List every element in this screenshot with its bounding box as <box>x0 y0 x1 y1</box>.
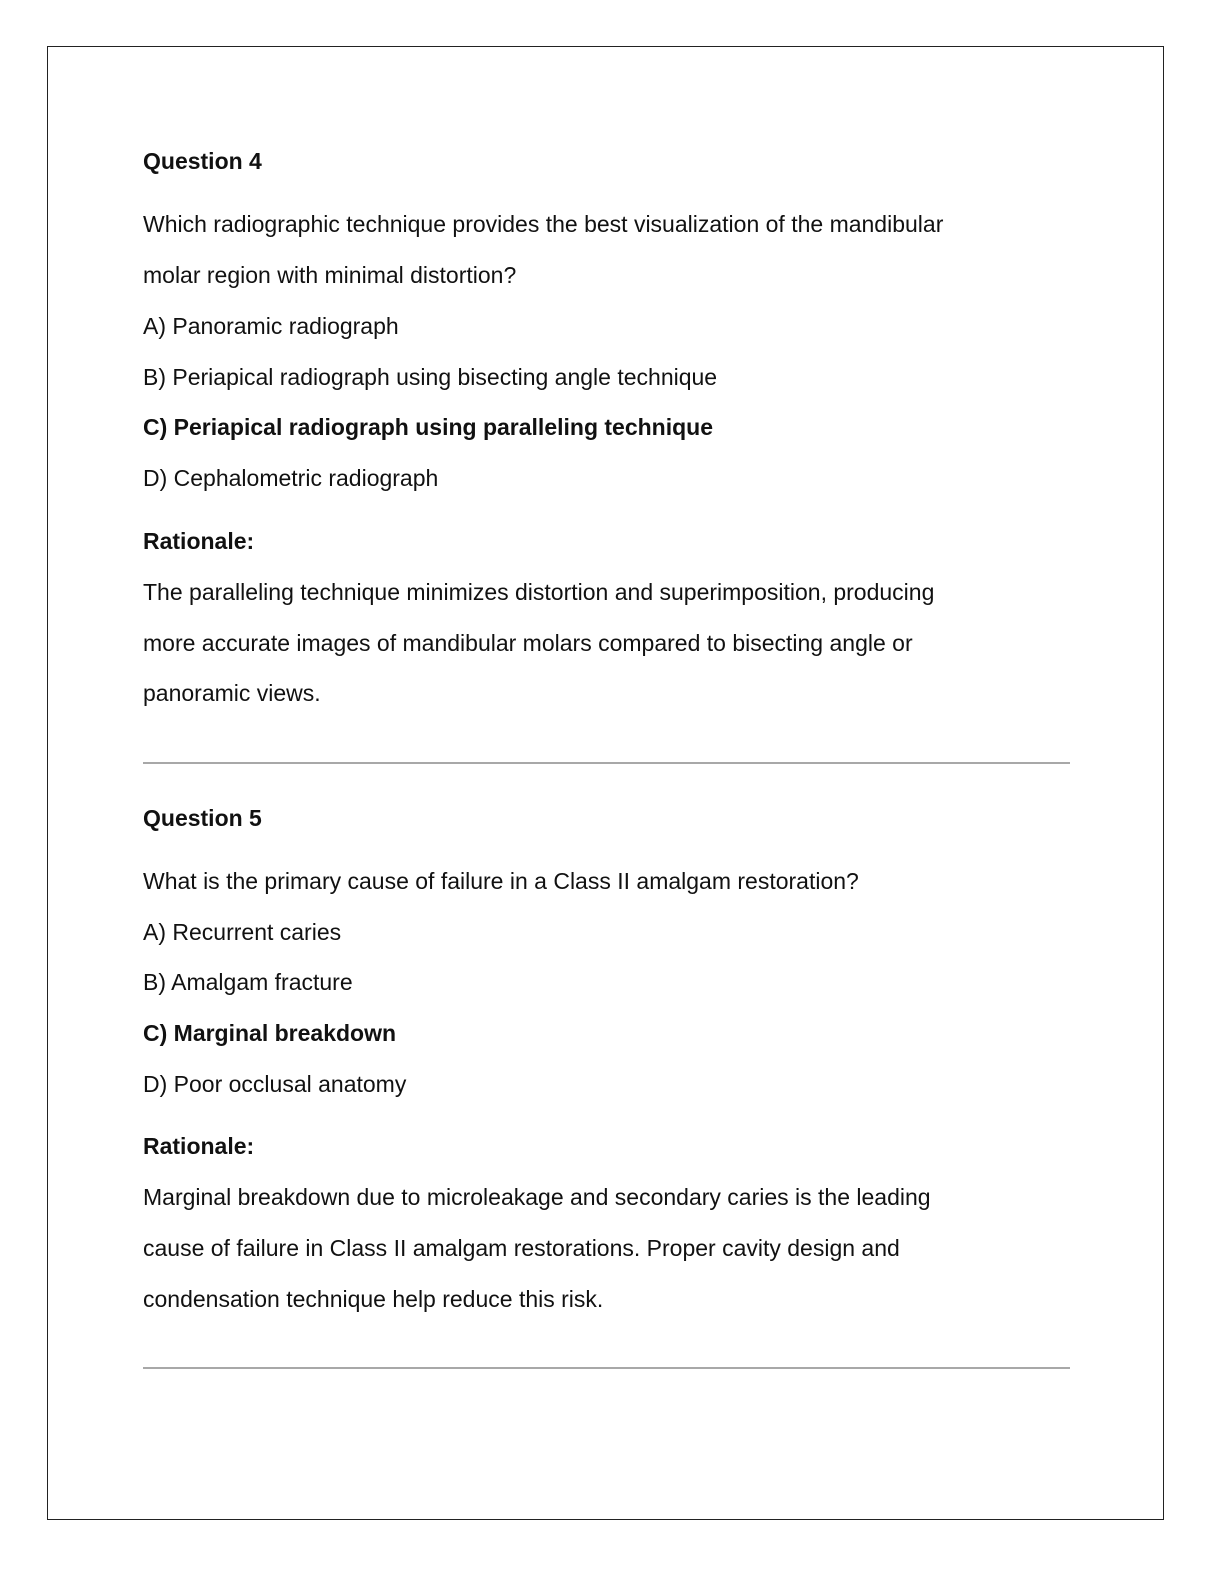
question-stem-line: What is the primary cause of failure in a Class II amalgam restoration? <box>143 868 859 894</box>
rationale-line: condensation technique help reduce this risk. <box>143 1286 604 1312</box>
rationale-line: The paralleling technique minimizes distortion and superimposition, producing <box>143 579 935 605</box>
answer-option: B) Amalgam fracture <box>143 969 353 995</box>
rationale-label: Rationale: <box>143 1133 255 1159</box>
correct-answer-option: C) Periapical radiograph using paralleling technique <box>143 414 714 440</box>
rationale-line: Marginal breakdown due to microleakage and secondary caries is the leading <box>143 1184 931 1210</box>
section-divider <box>143 1367 1070 1369</box>
answer-option: A) Panoramic radiograph <box>143 313 399 339</box>
question-stem-line: Which radiographic technique provides the best visualization of the mandibular <box>143 211 944 237</box>
rationale-line: cause of failure in Class II amalgam restorations. Proper cavity design and <box>143 1235 900 1261</box>
correct-answer-option: C) Marginal breakdown <box>143 1020 397 1046</box>
section-divider <box>143 762 1070 764</box>
rationale-line: more accurate images of mandibular molars compared to bisecting angle or <box>143 630 913 656</box>
answer-option: B) Periapical radiograph using bisecting angle technique <box>143 364 718 390</box>
question-stem-line: molar region with minimal distortion? <box>143 262 517 288</box>
answer-option: D) Poor occlusal anatomy <box>143 1071 407 1097</box>
rationale-label: Rationale: <box>143 528 255 554</box>
answer-option: D) Cephalometric radiograph <box>143 465 439 491</box>
question-title: Question 5 <box>143 805 262 831</box>
answer-option: A) Recurrent caries <box>143 919 342 945</box>
rationale-line: panoramic views. <box>143 680 321 706</box>
question-title: Question 4 <box>143 148 262 174</box>
